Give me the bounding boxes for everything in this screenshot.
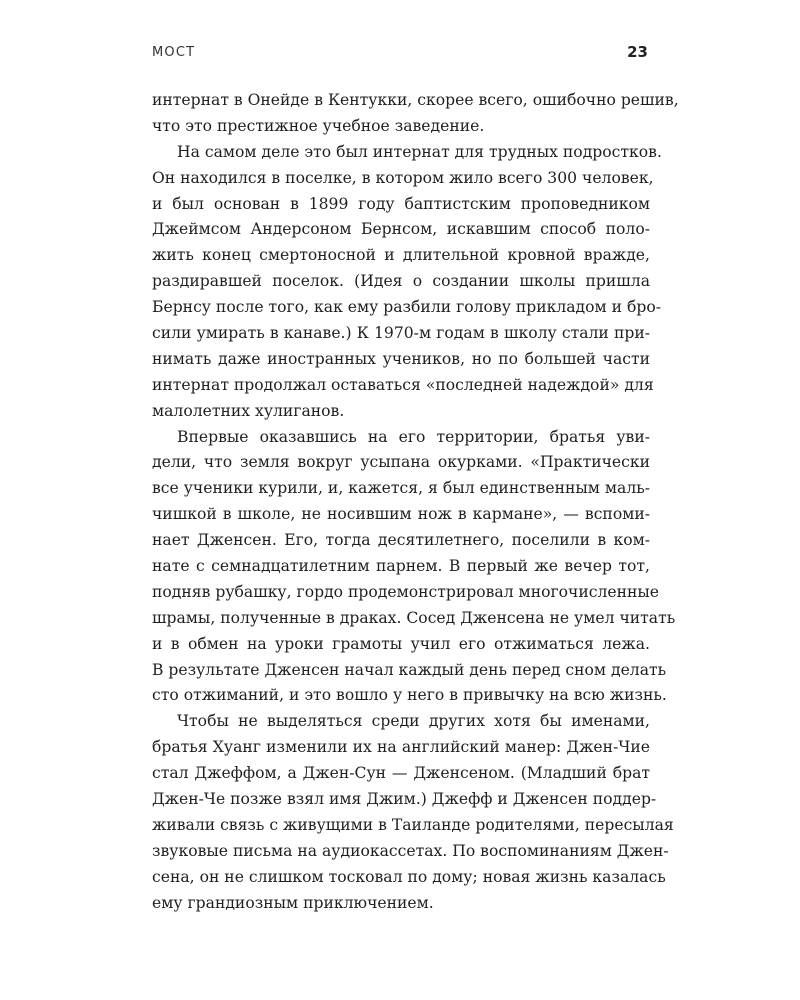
text-line: Джен-Че позже взял имя Джим.) Джефф и Дженсен поддер- xyxy=(152,790,657,809)
text-line: интернат продолжал оставаться «последней надеждой» для xyxy=(152,375,654,394)
text-line: сена, он не слишком тосковал по дому; новая жизнь казалась xyxy=(152,867,666,886)
text-line: все ученики курили, и, кажется, я был единственным маль- xyxy=(152,479,650,498)
text-line: На самом деле это был интернат для трудных подростков. xyxy=(177,142,662,161)
text-line: Чтобы не выделяться среди других хотя бы именами, xyxy=(177,712,650,731)
running-title: МОСТ xyxy=(152,45,196,60)
text-line: и был основан в 1899 году баптистским проповедником xyxy=(152,194,650,213)
text-line: интернат в Онейде в Кентукки, скорее всего, ошибочно решив, xyxy=(152,91,679,109)
text-line: братья Хуанг изменили их на английский манер: Джен-Чие xyxy=(152,738,650,757)
text-line: ему грандиозным приключением. xyxy=(152,893,434,912)
body-text xyxy=(152,88,679,917)
text-line: сто отжиманий, и это вошло у него в привычку на всю жизнь. xyxy=(152,686,667,705)
text-line: Он находился в поселке, в котором жило всего 300 человек, xyxy=(152,168,654,187)
text-line: нимать даже иностранных учеников, но по большей части xyxy=(152,349,650,368)
text-line: нате с семнадцатилетним парнем. В первый же вечер тот, xyxy=(152,557,650,576)
text-line: что это престижное учебное заведение. xyxy=(152,116,485,135)
text-line: В результате Дженсен начал каждый день перед сном делать xyxy=(152,660,667,679)
text-line: нает Дженсен. Его, тогда десятилетнего, поселили в ком- xyxy=(152,531,650,550)
text-line: стал Джеффом, а Джен-Сун — Дженсеном. (Младший брат xyxy=(152,764,650,783)
text-line: чишкой в школе, не носившим нож в кармане», — вспоми- xyxy=(152,505,650,524)
text-line: раздиравшей поселок. (Идея о создании школы пришла xyxy=(152,272,650,291)
text-line: подняв рубашку, гордо продемонстрировал многочисленные xyxy=(152,582,660,601)
text-line: Бернсу после того, как ему разбили голову прикладом и бро- xyxy=(152,298,662,317)
text-line: живали связь с живущими в Таиланде родителями, пересылая xyxy=(152,815,674,834)
text-line: сили умирать в канаве.) К 1970-м годам в школу стали при- xyxy=(152,324,650,343)
text-line: Джеймсом Андерсоном Бернсом, искавшим способ поло- xyxy=(152,220,650,239)
text-line: малолетних хулиганов. xyxy=(152,401,345,420)
text-line: шрамы, полученные в драках. Сосед Дженсена не умел читать xyxy=(152,608,676,627)
text-line: Впервые оказавшись на его территории, братья уви- xyxy=(177,427,650,446)
text-line: жить конец смертоносной и длительной кровной вражде, xyxy=(152,246,650,265)
text-line: дели, что земля вокруг усыпана окурками. «Практически xyxy=(152,453,650,472)
page-number: 23 xyxy=(627,43,648,61)
text-line: и в обмен на уроки грамоты учил его отжиматься лежа. xyxy=(152,634,650,653)
text-line: звуковые письма на аудиокассетах. По воспоминаниям Джен- xyxy=(152,841,669,860)
